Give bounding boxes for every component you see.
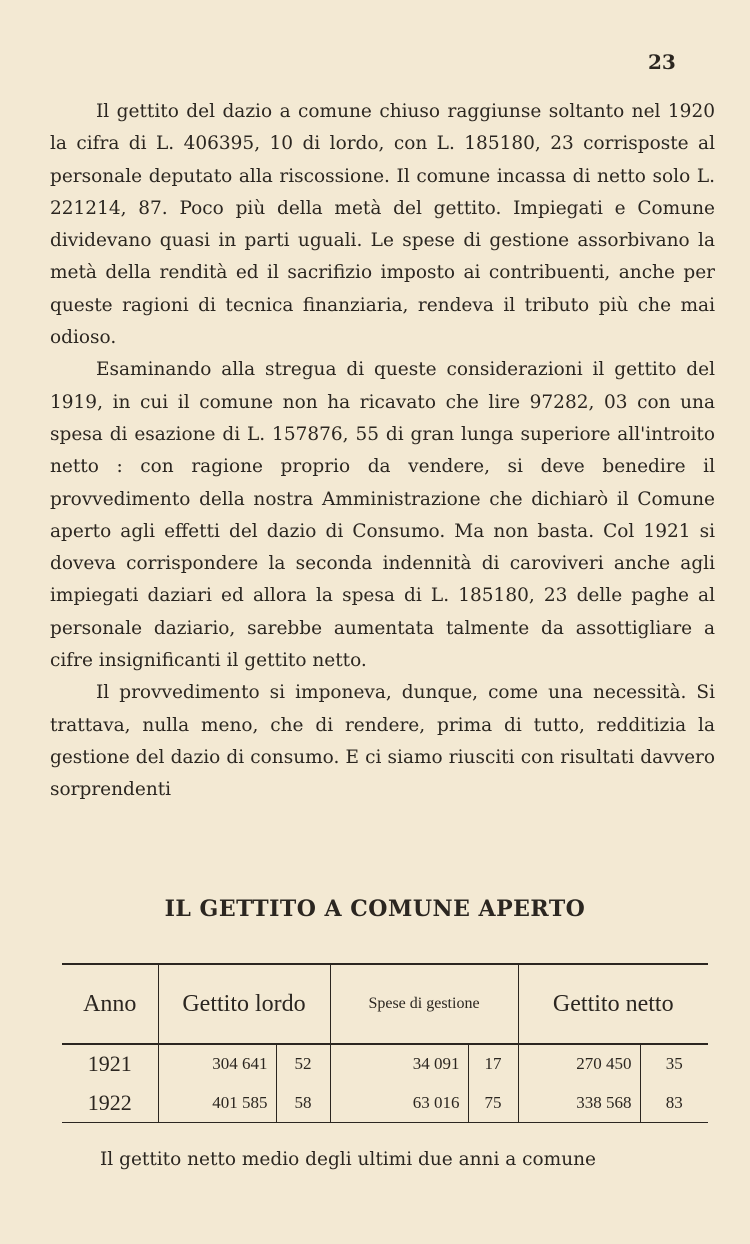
cell-anno: 1921 (62, 1044, 158, 1084)
cell-spese: 34 091 (330, 1044, 468, 1084)
table-row (62, 1044, 708, 1084)
closing-line: Il gettito netto medio degli ultimi due anni a comune (100, 1149, 596, 1170)
cell-lordo-cent: 58 (276, 1084, 330, 1123)
header-gettito-netto: Gettito netto (518, 964, 708, 1044)
header-spese-gestione: Spese di gestione (330, 964, 518, 1044)
cell-lordo: 401 585 (158, 1084, 276, 1123)
table-row (62, 1084, 708, 1123)
header-gettito-lordo: Gettito lordo (158, 964, 330, 1044)
header-anno: Anno (62, 964, 158, 1044)
cell-netto: 338 568 (518, 1084, 640, 1123)
table-title: IL GETTITO A COMUNE APERTO (164, 896, 586, 922)
cell-spese: 63 016 (330, 1084, 468, 1123)
revenue-table (62, 963, 708, 1123)
page-number: 23 (648, 50, 676, 74)
cell-spese-cent: 17 (468, 1044, 518, 1084)
paragraph: Esaminando alla stregua di queste considerazioni il gettito del 1919, in cui il comune non ha ricavato che lire 97282, 03 con una spesa di esazione di L. 157876, 55 di gran lunga superiore all'introito netto : con ragione proprio da vendere, si deve benedire il provvedimento della nostra Amministrazione che dichiarò il Comune aperto agli effetti del dazio di Consumo. Ma non basta. Col 1921 si doveva corrispondere la seconda indennità di caroviveri anche agli impiegati daziari ed allora la spesa di L. 185180, 23 delle paghe al personale daziario, sarebbe aumentata talmente da assottigliare a cifre insignificanti il gettito netto. (50, 359, 715, 672)
paragraph: Il provvedimento si imponeva, dunque, come una necessità. Si trattava, nulla meno, che di rendere, prima di tutto, redditizia la gestione del dazio di consumo. E ci siamo riusciti con risultati davvero sorprendenti (50, 682, 715, 801)
cell-lordo-cent: 52 (276, 1044, 330, 1084)
cell-netto: 270 450 (518, 1044, 640, 1084)
cell-lordo: 304 641 (158, 1044, 276, 1084)
cell-anno: 1922 (62, 1084, 158, 1123)
cell-spese-cent: 75 (468, 1084, 518, 1123)
cell-netto-cent: 83 (640, 1084, 708, 1123)
body-text (50, 96, 715, 807)
paragraph: Il gettito del dazio a comune chiuso raggiunse soltanto nel 1920 la cifra di L. 406395, 10 di lordo, con L. 185180, 23 corrisposte al personale deputato alla riscossione. Il comune incassa di netto solo L. 221214, 87. Poco più della metà del gettito. Impiegati e Comune dividevano quasi in parti uguali. Le spese di gestione assorbivano la metà della rendità ed il sacrifizio imposto ai contribuenti, anche per queste ragioni di tecnica finanziaria, rendeva il tributo più che mai odioso. (50, 101, 715, 349)
cell-netto-cent: 35 (640, 1044, 708, 1084)
